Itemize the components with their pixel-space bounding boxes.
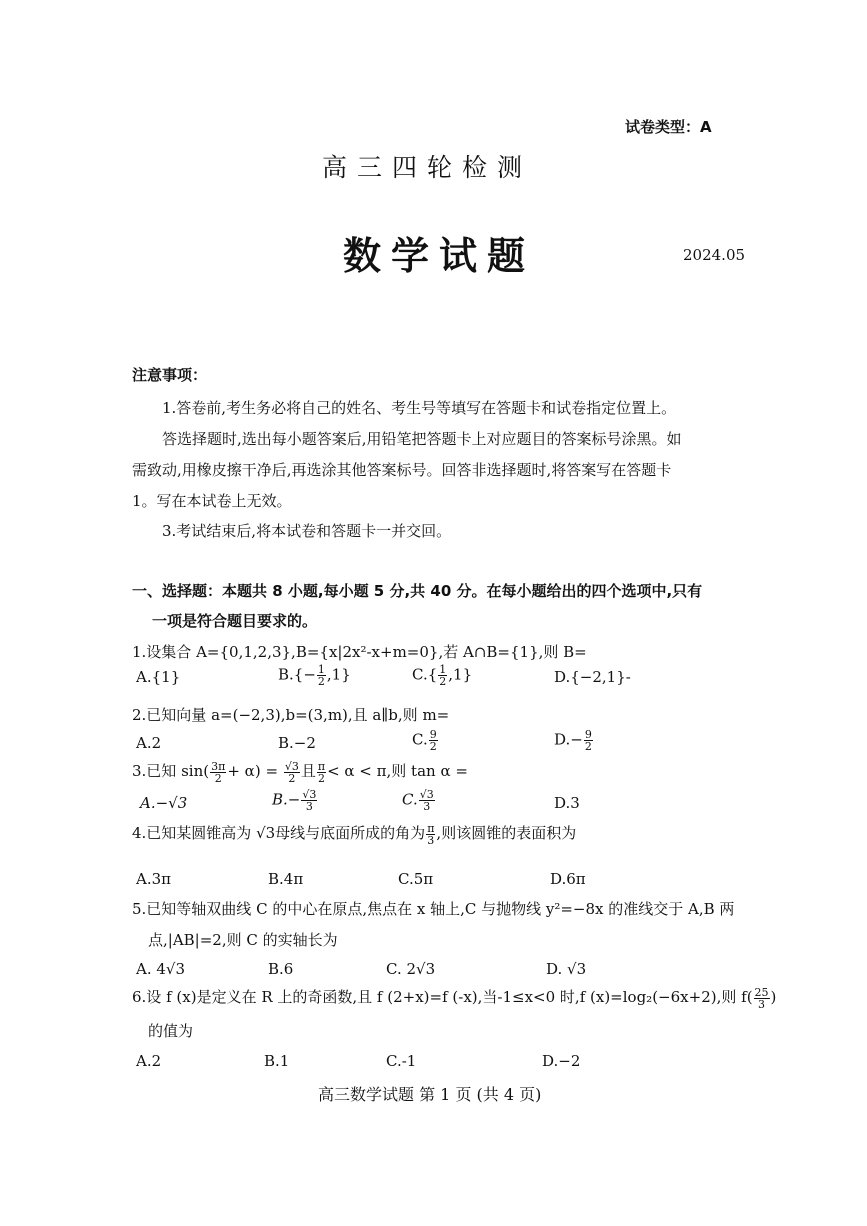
section-1-heading-line-2: 一项是符合题目要求的。	[152, 612, 318, 630]
question-6-option-d: D.−2	[542, 1052, 581, 1070]
exam-date: 2024.05	[683, 246, 746, 264]
question-5-option-c: C. 2√3	[386, 960, 436, 978]
question-3-stem: 3.已知 sin( $\frac{3\pi}{2}$ + α) = $\frac{√3}{2}$ 且 $\frac{\pi}{2}$ < α < π,则 tan α =	[132, 759, 468, 785]
question-4-option-a: A.3π	[136, 870, 172, 888]
question-6-option-a: A.2	[136, 1052, 162, 1070]
question-2-stem: 2.已知向量 a=(−2,3),b=(3,m),且 a∥b,则 m=	[132, 706, 450, 724]
paper-type: 试卷类型：A	[625, 118, 712, 136]
question-6-option-c: C.-1	[386, 1052, 417, 1070]
question-1-option-d: D.{−2,1}-	[554, 668, 631, 686]
question-4-stem: 4.已知某圆锥高为 √3母线与底面所成的角为 $\frac{\pi}{3}$ ,则该圆锥的表面积为	[132, 821, 577, 847]
question-2-option-d: D.− $\frac{9}{2}$	[554, 728, 592, 753]
question-2-option-a: A.2	[136, 734, 162, 752]
question-3-option-c: C. $\frac{√3}{3}$	[402, 788, 434, 813]
question-4-option-c: C.5π	[398, 870, 434, 888]
question-5-option-b: B.6	[268, 960, 294, 978]
notice-item-2-line-1: 答选择题时,选出每小题答案后,用铅笔把答题卡上对应题目的答案标号涂黑。如	[162, 430, 682, 448]
question-1-option-c: C.{ $\frac{1}{2}$ ,1}	[412, 663, 473, 688]
question-4-option-d: D.6π	[550, 870, 586, 888]
question-3-option-b: B.− $\frac{√3}{3}$	[272, 788, 317, 813]
exam-name: 高三四轮检测	[322, 153, 533, 182]
question-6-stem-line-1: 6.设 f (x)是定义在 R 上的奇函数,且 f (2+x)=f (-x),当-1≤x<0 时,f (x)=log₂(−6x+2),则 f( $\frac{25}{3}$ )	[132, 985, 777, 1011]
question-5-stem-line-2: 点,|AB|=2,则 C 的实轴长为	[148, 931, 338, 949]
section-1-heading-line-1: 一、选择题：本题共 8 小题,每小题 5 分,共 40 分。在每小题给出的四个选项中,只有	[132, 582, 703, 600]
question-1-option-b: B.{− $\frac{1}{2}$ ,1}	[278, 663, 351, 688]
subject-title: 数学试题	[343, 233, 536, 278]
notice-item-2-line-3: 1。写在本试卷上无效。	[132, 492, 292, 510]
question-3-option-d: D.3	[554, 794, 580, 812]
question-3-option-a: A.−√3	[140, 794, 188, 812]
question-6-option-b: B.1	[264, 1052, 290, 1070]
question-5-stem-line-1: 5.已知等轴双曲线 C 的中心在原点,焦点在 x 轴上,C 与抛物线 y²=−8x 的准线交于 A,B 两	[132, 900, 735, 918]
notice-item-1: 1.答卷前,考生务必将自己的姓名、考生号等填写在答题卡和试卷指定位置上。	[162, 399, 677, 417]
question-5-option-d: D. √3	[546, 960, 587, 978]
question-6-stem-line-2: 的值为	[148, 1022, 194, 1040]
question-4-option-b: B.4π	[268, 870, 304, 888]
question-1-stem: 1.设集合 A={0,1,2,3},B={x|2x²-x+m=0},若 A∩B={1},则 B=	[132, 643, 587, 661]
question-1-option-a: A.{1}	[136, 668, 181, 686]
question-2-option-c: C. $\frac{9}{2}$	[412, 728, 437, 753]
question-2-option-b: B.−2	[278, 734, 316, 752]
notice-item-3: 3.考试结束后,将本试卷和答题卡一并交回。	[162, 522, 452, 540]
page-footer: 高三数学试题 第 1 页 (共 4 页)	[318, 1085, 542, 1104]
notice-item-2-line-2: 需致动,用橡皮擦干净后,再选涂其他答案标号。回答非选择题时,将答案写在答题卡	[132, 461, 672, 479]
notice-title: 注意事项：	[132, 366, 208, 384]
question-5-option-a: A. 4√3	[136, 960, 186, 978]
